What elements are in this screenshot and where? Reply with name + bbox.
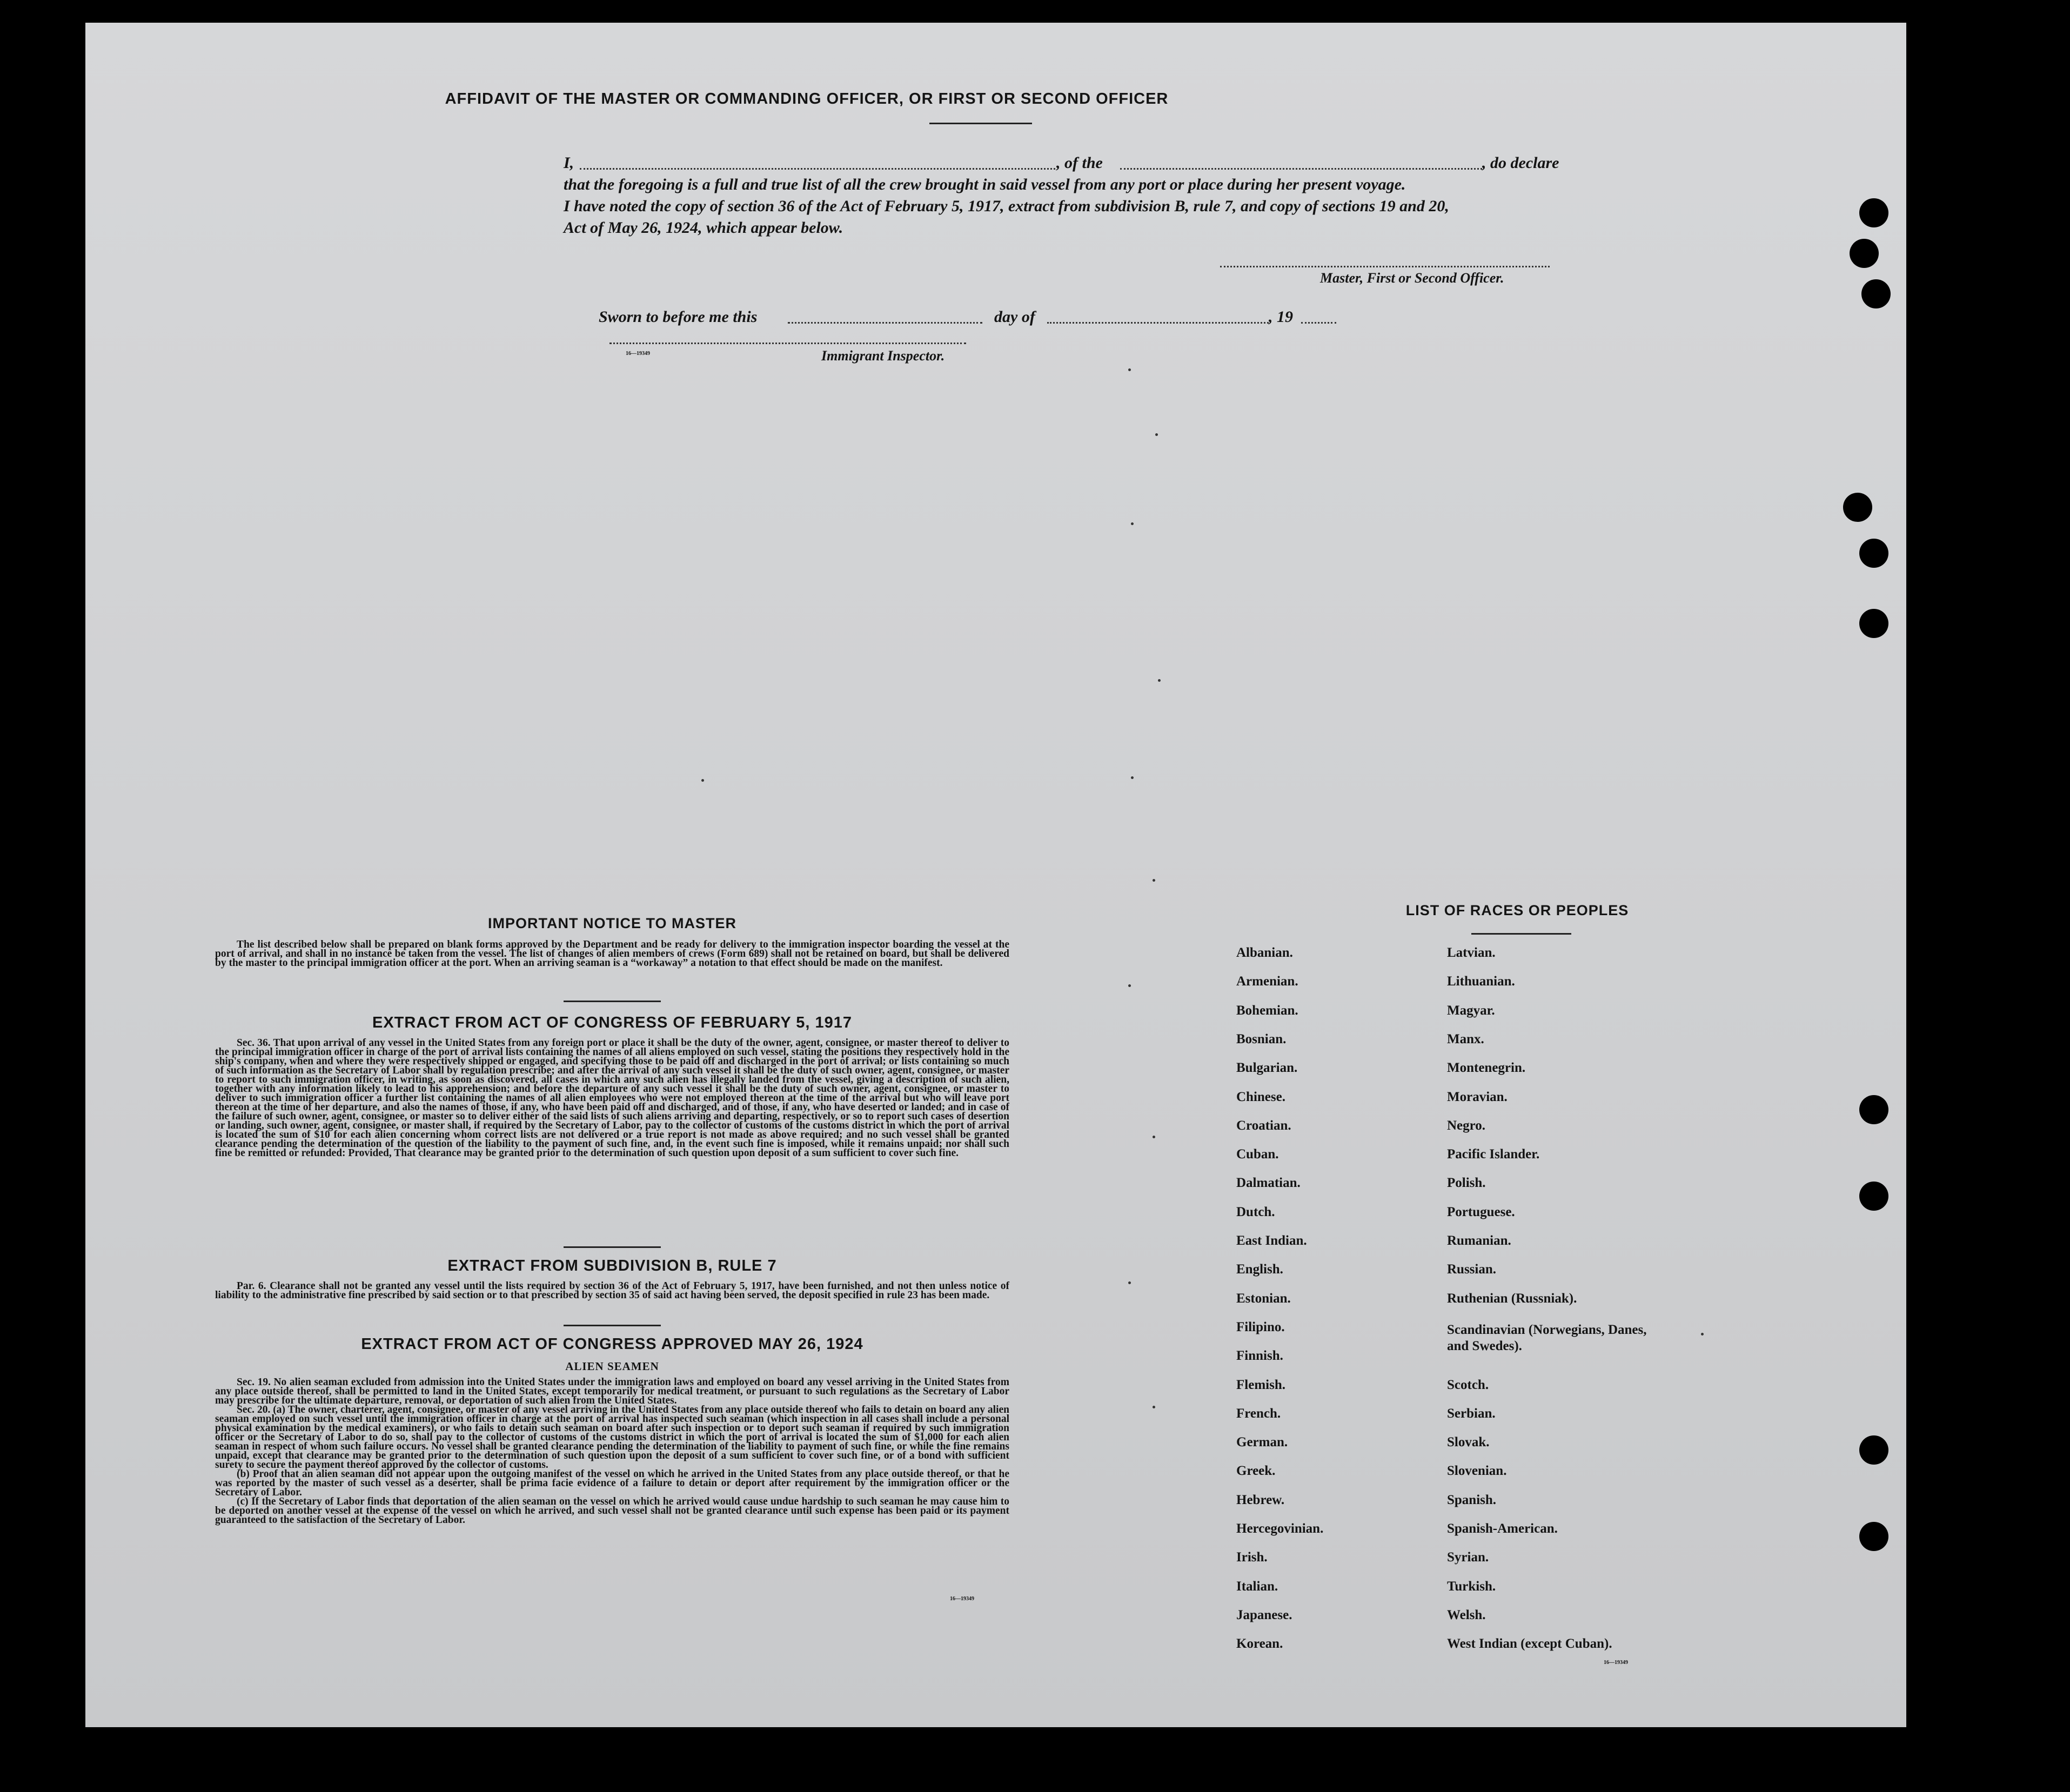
section-rule <box>564 1001 661 1002</box>
notice-title: IMPORTANT NOTICE TO MASTER <box>488 915 736 931</box>
race-item: Portuguese. <box>1447 1204 1515 1219</box>
name-blank[interactable] <box>580 168 1055 170</box>
race-item: Montenegrin. <box>1447 1061 1526 1076</box>
race-item: Syrian. <box>1447 1550 1489 1565</box>
sec-20c-text: (c) If the Secretary of Labor finds that deportation of the alien seaman on the vessel on which he arrived would cause undue hardship to such seaman he may cause him to be deported on another vessel at the expense of the vessel on which he arrived, and such vessel shall not be granted clearance until such expense has been paid or its payment guaranteed to the satisfaction of the Secretary of Labor. <box>215 1496 1009 1526</box>
races-title: LIST OF RACES OR PEOPLES <box>1405 902 1629 918</box>
race-item: Latvian. <box>1447 945 1496 960</box>
race-item: Estonian. <box>1236 1291 1291 1306</box>
print-speck <box>1155 433 1158 436</box>
race-item: Albanian. <box>1236 945 1293 960</box>
document-page <box>85 23 1906 1727</box>
affidavit-line-1 <box>564 154 1569 176</box>
race-item: Turkish. <box>1447 1579 1496 1594</box>
race-item: Korean. <box>1236 1636 1283 1652</box>
print-speck <box>1158 679 1161 682</box>
race-item: Japanese. <box>1236 1607 1292 1622</box>
race-item: Slovak. <box>1447 1435 1490 1450</box>
print-speck <box>1131 522 1134 525</box>
print-speck <box>701 779 704 782</box>
race-item: Croatian. <box>1236 1118 1291 1133</box>
race-item: Rumanian. <box>1447 1233 1511 1248</box>
races-form-number: 16—19349 <box>1604 1660 1628 1666</box>
sworn-month-blank[interactable] <box>1047 322 1269 324</box>
race-item: Cuban. <box>1236 1147 1279 1162</box>
rule-7-title: EXTRACT FROM SUBDIVISION B, RULE 7 <box>447 1257 777 1274</box>
punch-hole <box>1861 279 1891 308</box>
extract-1917-body <box>215 1038 1009 1158</box>
notice-text: The list described below shall be prepared on blank forms approved by the Department and be ready for delivery to the immigration inspector boarding the vessel at the port of arrival, and shall in no instance be taken from the vessel. The list of changes of alien members of crews (Form 689) shall not be retained on board, but shall be delivered by the master to the principal immigration officer at the port. When an arriving seaman is a “workaway” a notation to that effect should be made on the manifest. <box>215 939 1009 969</box>
race-item: Slovenian. <box>1447 1464 1507 1479</box>
race-item: Armenian. <box>1236 974 1298 989</box>
sworn-date-blank[interactable] <box>788 322 982 324</box>
race-item: Bosnian. <box>1236 1031 1287 1046</box>
punch-hole <box>1859 1182 1888 1211</box>
sec-20a-text: Sec. 20. (a) The owner, charterer, agent, consignee, or master of any vessel arriving in the United States from any place outside thereof who fails to detain on board any alien seaman employed on such vessel until the immigration officer in charge at the port of arrival has inspected such seaman (which inspection in all cases shall include a personal physical examination by the medical examiners), or who fails to detain such seaman on board after such inspection or to deport such seaman if required by such immigration officer or the Secretary of Labor to do so, shall pay to the collector of customs of the customs district in which the port of arrival is located the sum of $1,000 for each alien seaman in respect of whom such failure occurs. No vessel shall be granted clearance pending the determination of the liability to payment of such fine, or while the fine remains unpaid, except that clearance may be granted prior to the determination of such question upon the deposit of a sum sufficient to cover such fine, or of a bond with sufficient surety to secure the payment thereof approved by the collector of customs. <box>215 1404 1009 1471</box>
race-item: Lithuanian. <box>1447 974 1515 989</box>
print-speck <box>1153 1136 1155 1138</box>
master-signature-label: Master, First or Second Officer. <box>1320 270 1504 286</box>
race-item: Greek. <box>1236 1464 1276 1479</box>
extract-1917-title: EXTRACT FROM ACT OF CONGRESS OF FEBRUARY 5, 1917 <box>372 1014 853 1031</box>
print-speck <box>1153 1406 1155 1408</box>
print-speck <box>1128 984 1131 987</box>
sworn-line <box>599 308 1355 330</box>
print-speck <box>1701 1333 1704 1335</box>
print-speck <box>1131 776 1134 779</box>
print-speck <box>1128 1281 1131 1284</box>
race-item: Bulgarian. <box>1236 1061 1298 1076</box>
inspector-label: Immigrant Inspector. <box>821 348 945 364</box>
race-item: Welsh. <box>1447 1607 1486 1622</box>
affidavit-line-2: that the foregoing is a full and true list of all the crew brought in said vessel from any port or place during her present voyage. <box>564 176 1406 193</box>
race-item: Filipino. <box>1236 1319 1285 1334</box>
sworn-prefix: Sworn to before me this <box>599 308 758 326</box>
race-item: East Indian. <box>1236 1233 1307 1248</box>
race-item: Scandinavian (Norwegians, Danes, and Swedes). <box>1447 1322 1647 1353</box>
race-item: West Indian (except Cuban). <box>1447 1636 1612 1652</box>
race-item: Scotch. <box>1447 1377 1489 1392</box>
punch-hole <box>1859 1095 1888 1124</box>
sworn-year-blank[interactable] <box>1301 322 1336 324</box>
race-item: English. <box>1236 1262 1283 1277</box>
race-item: Manx. <box>1447 1031 1484 1046</box>
race-item: Bohemian. <box>1236 1003 1298 1018</box>
affidavit-line-3: I have noted the copy of section 36 of the Act of February 5, 1917, extract from subdivision B, rule 7, and copy of sections 19 and 20, <box>564 197 1449 215</box>
punch-hole <box>1859 1435 1888 1465</box>
race-item: Dalmatian. <box>1236 1176 1301 1191</box>
alien-seamen-subtitle: ALIEN SEAMEN <box>565 1360 659 1373</box>
punch-hole <box>1859 609 1888 638</box>
race-item: Ruthenian (Russniak). <box>1447 1291 1577 1306</box>
master-signature-line[interactable] <box>1220 266 1550 267</box>
punch-hole <box>1859 198 1888 227</box>
rule-7-body <box>215 1281 1009 1300</box>
races-title-rule <box>1471 933 1571 935</box>
race-item: Moravian. <box>1447 1089 1508 1104</box>
punch-hole <box>1859 539 1888 568</box>
sec-20b-text: (b) Proof that an alien seaman did not appear upon the outgoing manifest of the vessel on which he arrived in the United States from any place outside thereof, or that he was reported by the master of such vessel as a deserter, shall be prima facie evidence of a failure to detain or deport after requirement by the immigration officer or the Secretary of Labor. <box>215 1468 1009 1498</box>
affidavit-form-number: 16—19349 <box>626 351 650 357</box>
punch-hole <box>1850 239 1879 268</box>
race-item: Dutch. <box>1236 1204 1275 1219</box>
race-item: German. <box>1236 1435 1288 1450</box>
print-speck <box>1153 879 1155 882</box>
sec-19-text: Sec. 19. No alien seaman excluded from admission into the United States under the immigration laws and employed on board any vessel arriving in the United States from any place outside thereof, shall be permitted to land in the United States, except temporarily for medical treatment, or pursuant to such regulations as the Secretary of Labor may prescribe for the ultimate departure, removal, or deportation of such alien from the United States. <box>215 1377 1009 1406</box>
race-item: Polish. <box>1447 1176 1486 1191</box>
title-rule <box>929 123 1032 124</box>
affidavit-i: I, <box>564 154 574 172</box>
section-rule <box>564 1246 661 1248</box>
race-item: Hebrew. <box>1236 1492 1285 1507</box>
race-item: Serbian. <box>1447 1406 1496 1421</box>
race-item: Negro. <box>1447 1118 1486 1133</box>
race-item: Italian. <box>1236 1579 1278 1594</box>
race-item: Russian. <box>1447 1262 1497 1277</box>
race-item: Pacific Islander. <box>1447 1147 1540 1162</box>
inspector-signature-line[interactable] <box>609 343 966 344</box>
affidavit-title: AFFIDAVIT OF THE MASTER OR COMMANDING OFFICER, OR FIRST OR SECOND OFFICER <box>445 90 1169 108</box>
race-item: Hercegovinian. <box>1236 1521 1324 1536</box>
extract-1924-title: EXTRACT FROM ACT OF CONGRESS APPROVED MAY 26, 1924 <box>361 1335 863 1353</box>
punch-hole <box>1859 1522 1888 1551</box>
notice-body <box>215 940 1009 968</box>
print-speck <box>1128 368 1131 371</box>
race-item: French. <box>1236 1406 1281 1421</box>
vessel-blank[interactable] <box>1120 168 1482 170</box>
race-item: Chinese. <box>1236 1089 1285 1104</box>
sworn-day: day of <box>994 308 1035 326</box>
extract-form-number: 16—19349 <box>950 1596 974 1602</box>
race-item: Spanish-American. <box>1447 1521 1558 1536</box>
section-rule <box>564 1325 661 1326</box>
sec-36-text: Sec. 36. That upon arrival of any vessel in the United States from any foreign port or place it shall be the duty of the owner, agent, consignee, or master thereof to deliver to the principal immigration officer in charge of the port of arrival lists containing the names of all aliens employed on such vessel, stating the positions they respectively hold in the ship's company, when and where they were respectively shipped or engaged, and specifying those to be paid off and discharged in the port of arrival; or lists containing so much of such information as the Secretary of Labor shall by regulation prescribe; and after the arrival of any such vessel it shall be the duty of such owner, agent, consignee, or master to report to such immigration officer, in writing, as soon as discovered, all cases in which any such alien has illegally landed from the vessel, giving a description of such alien, together with any information likely to lead to his apprehension; and before the departure of any such vessel it shall be the duty of such owner, agent, consignee, or master to deliver to such immigration officer a further list containing the names of all alien employees who were not employed thereon at the time of the arrival but who will leave port thereon at the time of her departure, and also the names of those, if any, who have been paid off and discharged, and of those, if any, who have deserted or landed; and in case of the failure of such owner, agent, consignee, or master so to deliver either of the said lists of such aliens arriving and departing, respectively, or so to report such cases of desertion or landing, such owner, agent, consignee, or master shall, if required by the Secretary of Labor, pay to the collector of customs of the customs district in which the port of arrival is located the sum of $10 for each alien concerning whom correct lists are not delivered or a true report is not made as above required; and no such vessel shall be granted clearance pending the determination of the question of the liability to the payment of such fine, and, in the event such fine is imposed, while it remains unpaid; nor shall such fine be remitted or refunded: Provided, That clearance may be granted prior to the determination of such question upon deposit of a sum sufficient to cover such fine. <box>215 1037 1009 1159</box>
sworn-year: , 19 <box>1269 308 1293 326</box>
race-item: Irish. <box>1236 1550 1268 1565</box>
extract-1924-body <box>215 1378 1009 1525</box>
race-item: Magyar. <box>1447 1003 1495 1018</box>
affidavit-declare: , do declare <box>1482 154 1559 172</box>
par-6-text: Par. 6. Clearance shall not be granted any vessel until the lists required by section 36 of the Act of February 5, 1917, have been furnished, and not then unless notice of liability to the administrative fine prescribed by said section or to that prescribed by section 35 of said act having been served, the deposit specified in rule 23 has been made. <box>215 1280 1009 1301</box>
race-item: Finnish. <box>1236 1348 1283 1364</box>
race-item: Flemish. <box>1236 1377 1285 1392</box>
affidavit-line-4: Act of May 26, 1924, which appear below. <box>564 219 843 237</box>
affidavit-of-the: , of the <box>1056 154 1103 172</box>
race-item: Spanish. <box>1447 1492 1497 1507</box>
punch-hole <box>1843 493 1872 522</box>
